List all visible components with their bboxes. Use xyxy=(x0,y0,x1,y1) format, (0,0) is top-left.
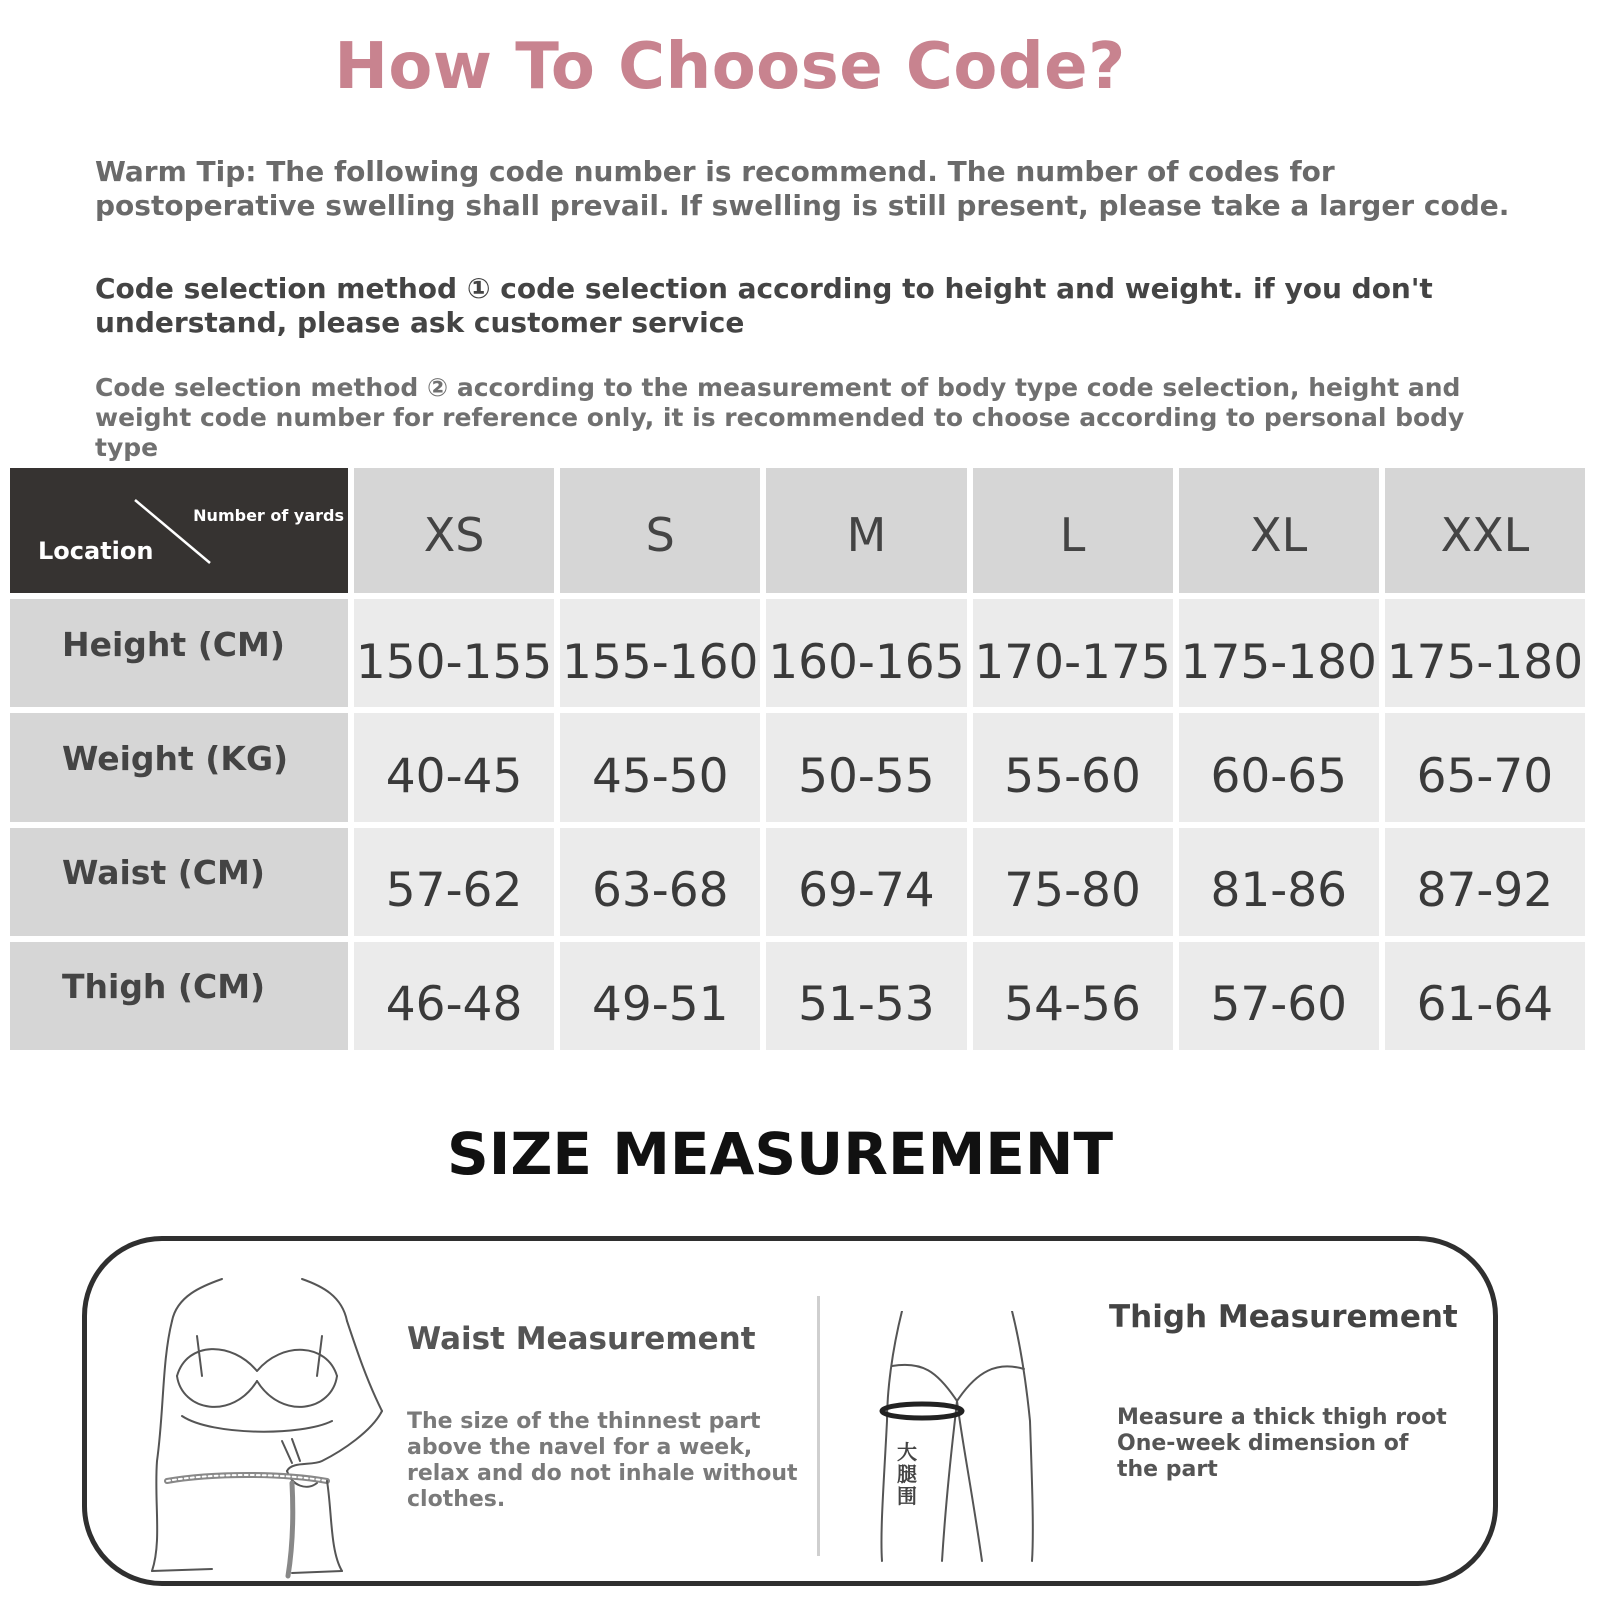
table-cell: 50-55 xyxy=(766,713,966,821)
table-cell: 175-180 xyxy=(1385,599,1585,707)
corner-location-label: Location xyxy=(38,537,154,565)
method-two-text: Code selection method ② according to the measurement of body type code selection, height and weight code number for reference only, it is recommended to choose according to personal body type xyxy=(95,373,1465,462)
row-label-weight: Weight (KG) xyxy=(10,713,348,821)
table-cell: 49-51 xyxy=(560,942,760,1050)
waist-measurement-desc: The size of the thinnest part above the navel for a week, relax and do not inhale without clothes. xyxy=(407,1409,798,1512)
waist-measurement-title: Waist Measurement xyxy=(407,1321,756,1357)
table-cell: 46-48 xyxy=(354,942,554,1050)
table-cell: 75-80 xyxy=(973,828,1173,936)
thigh-desc-line: the part xyxy=(1117,1457,1218,1482)
table-cell: 54-56 xyxy=(973,942,1173,1050)
thigh-desc-line: Measure a thick thigh root xyxy=(1117,1405,1447,1430)
tape-label: 大腿围 xyxy=(897,1440,917,1508)
size-measurement-title: SIZE MEASUREMENT xyxy=(446,1120,1114,1188)
size-header-xxl: XXL xyxy=(1385,468,1585,593)
page-title: How To Choose Code? xyxy=(334,30,1126,104)
thigh-illustration-icon xyxy=(862,1311,1052,1581)
table-cell: 150-155 xyxy=(354,599,554,707)
row-label-waist: Waist (CM) xyxy=(10,828,348,936)
table-cell: 55-60 xyxy=(973,713,1173,821)
table-cell: 160-165 xyxy=(766,599,966,707)
size-header-xs: XS xyxy=(354,468,554,593)
size-header-xl: XL xyxy=(1179,468,1379,593)
size-chart-table xyxy=(10,468,1585,1050)
table-corner-header xyxy=(10,468,348,593)
corner-yards-label: Number of yards xyxy=(193,506,344,525)
table-cell: 51-53 xyxy=(766,942,966,1050)
table-cell: 81-86 xyxy=(1179,828,1379,936)
table-cell: 65-70 xyxy=(1385,713,1585,821)
diagonal-line-icon xyxy=(10,468,348,593)
table-cell: 57-62 xyxy=(354,828,554,936)
table-cell: 61-64 xyxy=(1385,942,1585,1050)
panel-divider xyxy=(817,1296,820,1556)
warm-tip-text: Warm Tip: The following code number is recommend. The number of codes for postoperative swelling shall prevail. If swelling is still present, please take a larger code. xyxy=(95,155,1510,222)
table-cell: 69-74 xyxy=(766,828,966,936)
row-label-thigh: Thigh (CM) xyxy=(10,942,348,1050)
size-header-m: M xyxy=(766,468,966,593)
table-cell: 155-160 xyxy=(560,599,760,707)
table-cell: 170-175 xyxy=(973,599,1173,707)
table-cell: 60-65 xyxy=(1179,713,1379,821)
size-header-l: L xyxy=(973,468,1173,593)
thigh-desc-line: One-week dimension of xyxy=(1117,1431,1409,1456)
table-cell: 45-50 xyxy=(560,713,760,821)
table-cell: 87-92 xyxy=(1385,828,1585,936)
thigh-measurement-title: Thigh Measurement xyxy=(1109,1299,1458,1335)
torso-illustration-icon xyxy=(142,1261,392,1581)
thigh-measurement-desc xyxy=(1117,1405,1477,1483)
size-header-s: S xyxy=(560,468,760,593)
method-one-text: Code selection method ① code selection according to height and weight. if you don't understand, please ask customer service xyxy=(95,272,1433,339)
row-label-height: Height (CM) xyxy=(10,599,348,707)
table-cell: 63-68 xyxy=(560,828,760,936)
measurement-panel xyxy=(82,1236,1498,1586)
table-cell: 40-45 xyxy=(354,713,554,821)
table-cell: 57-60 xyxy=(1179,942,1379,1050)
table-cell: 175-180 xyxy=(1179,599,1379,707)
